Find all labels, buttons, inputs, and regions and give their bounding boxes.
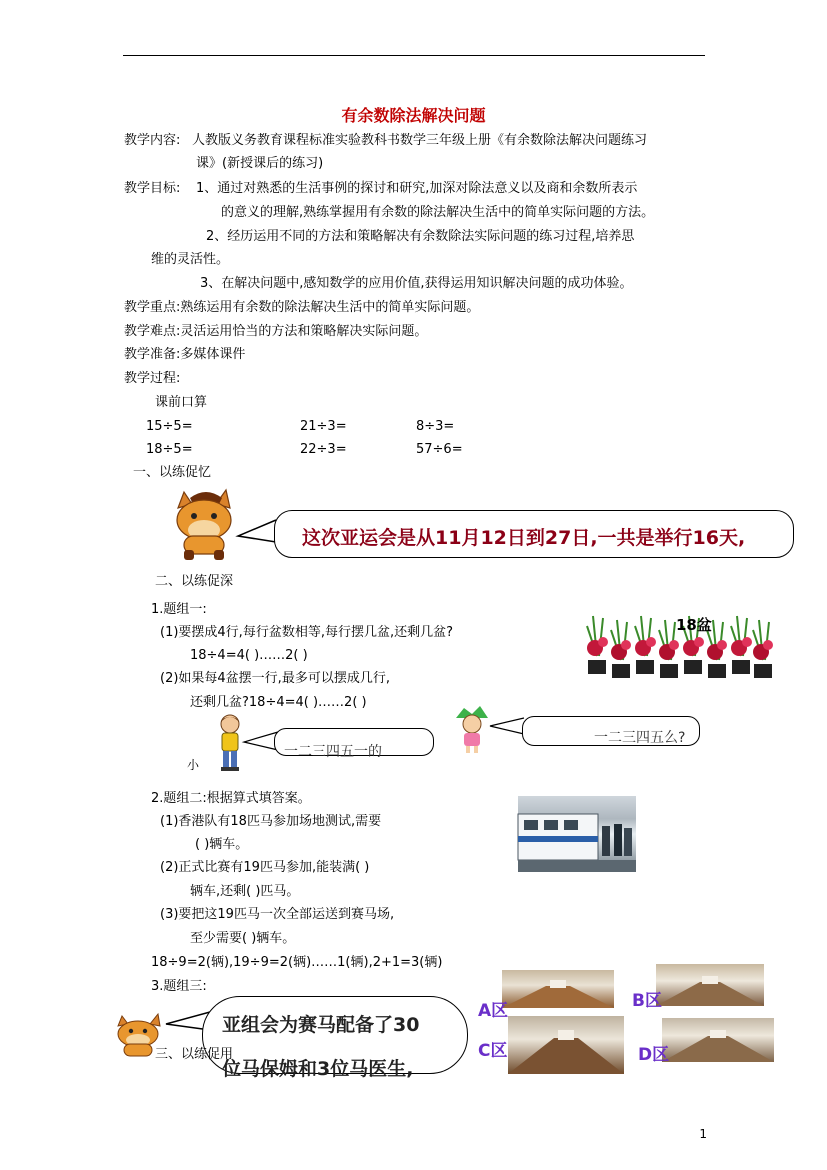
goal1-line-2: 的意义的理解,熟练掌握用有余数的除法解决生活中的简单实际问题的方法。 [221, 205, 655, 220]
group2-q1-line-1: (1)香港队有18匹马参加场地测试,需要 [160, 814, 382, 829]
oral-item: 15÷5= [146, 419, 193, 434]
zone-a-label: A区 [478, 1001, 509, 1021]
goal2-line-1: 2、经历运用不同的方法和策略解决有余数除法实际问题的练习过程,培养思 [206, 229, 635, 244]
zone-d-label: D区 [638, 1045, 670, 1065]
group1-q2-line-2: 还剩几盆?18÷4=4( )……2( ) [190, 695, 367, 710]
group2-q2-line-1: (2)正式比赛有19匹马参加,能装满( ) [160, 860, 370, 875]
oral-item: 21÷3= [300, 419, 347, 434]
oral-item: 8÷3= [416, 419, 455, 434]
stable-corridor-icon [508, 1016, 624, 1074]
horse-icon [170, 488, 240, 562]
document-title: 有余数除法解决问题 [341, 106, 486, 125]
stable-photo-c [508, 1016, 624, 1074]
oral-item: 18÷5= [146, 442, 193, 457]
bubble3-line-2: 位马保姆和3位马医生, [222, 1058, 414, 1080]
zone-c-label: C区 [478, 1041, 508, 1061]
oral-item: 22÷3= [300, 442, 347, 457]
group1-heading: 1.题组一: [151, 602, 207, 617]
goal-label: 教学目标: [124, 181, 181, 196]
boy-bubble-text: 一二三四五一的 [284, 744, 382, 760]
horse-truck-photo [518, 796, 636, 872]
bubble1-text: 这次亚运会是从11月12日到27日,一共是举行16天, [302, 527, 746, 549]
process-label: 教学过程: [124, 371, 181, 386]
girl-cartoon-icon [452, 706, 492, 754]
group1-q1-formula: 18÷4=4( )……2( ) [190, 648, 308, 663]
stable-photo-a [502, 970, 614, 1008]
stable-corridor-icon [662, 1018, 774, 1062]
train-icon [518, 796, 636, 872]
stable-corridor-icon [656, 964, 764, 1006]
content-line-2: 课》(新授课后的练习) [196, 156, 324, 171]
section3-heading: 三、以练促用 [155, 1047, 234, 1062]
group2-q2-line-2: 辆车,还剩( )匹马。 [190, 884, 300, 899]
group2-q3-line-2: 至少需要( )辆车。 [190, 931, 296, 946]
header-rule [123, 55, 705, 56]
key-point: 教学重点:熟练运用有余数的除法解决生活中的简单实际问题。 [124, 300, 480, 315]
group2-heading: 2.题组二:根据算式填答案。 [151, 791, 311, 806]
content-label: 教学内容: [124, 133, 181, 148]
goal1-line-1: 1、通过对熟悉的生活事例的探讨和研究,加深对除法意义以及商和余数所表示 [196, 181, 638, 196]
section2-heading: 二、以练促深 [155, 574, 234, 589]
oral-item: 57÷6= [416, 442, 463, 457]
page-number: 1 [699, 1127, 707, 1141]
zone-b-label: B区 [632, 991, 662, 1011]
stable-photo-b [656, 964, 764, 1006]
bubble3-line-1: 亚组会为赛马配备了30 [222, 1014, 420, 1036]
content-line-1: 人教版义务教育课程标准实验教科书数学三年级上册《有余数除法解决问题练习 [192, 133, 648, 148]
flower-count-label: 18盆 [676, 616, 712, 634]
goal2-line-2: 维的灵活性。 [151, 252, 230, 267]
warmup-label: 课前口算 [155, 395, 208, 410]
group1-q2-line-1: (2)如果每4盆摆一行,最多可以摆成几行, [160, 671, 390, 686]
group1-q1: (1)要摆成4行,每行盆数相等,每行摆几盆,还剩几盆? [160, 625, 453, 640]
preparation: 教学准备:多媒体课件 [124, 347, 246, 362]
group3-heading: 3.题组三: [151, 979, 207, 994]
boy-caption: 小 [187, 758, 200, 772]
group2-q1-line-2: ( )辆车。 [195, 837, 249, 852]
group2-answer: 18÷9=2(辆),19÷9=2(辆)……1(辆),2+1=3(辆) [151, 955, 443, 970]
girl-bubble-text: 一二三四五么? [594, 730, 686, 746]
difficulty: 教学难点:灵活运用恰当的方法和策略解决实际问题。 [124, 324, 428, 339]
group2-q3-line-1: (3)要把这19匹马一次全部运送到赛马场, [160, 907, 395, 922]
stable-corridor-icon [502, 970, 614, 1008]
section1-heading: 一、以练促忆 [133, 465, 212, 480]
stable-photo-d [662, 1018, 774, 1062]
goal3: 3、在解决问题中,感知数学的应用价值,获得运用知识解决问题的成功体验。 [200, 276, 633, 291]
